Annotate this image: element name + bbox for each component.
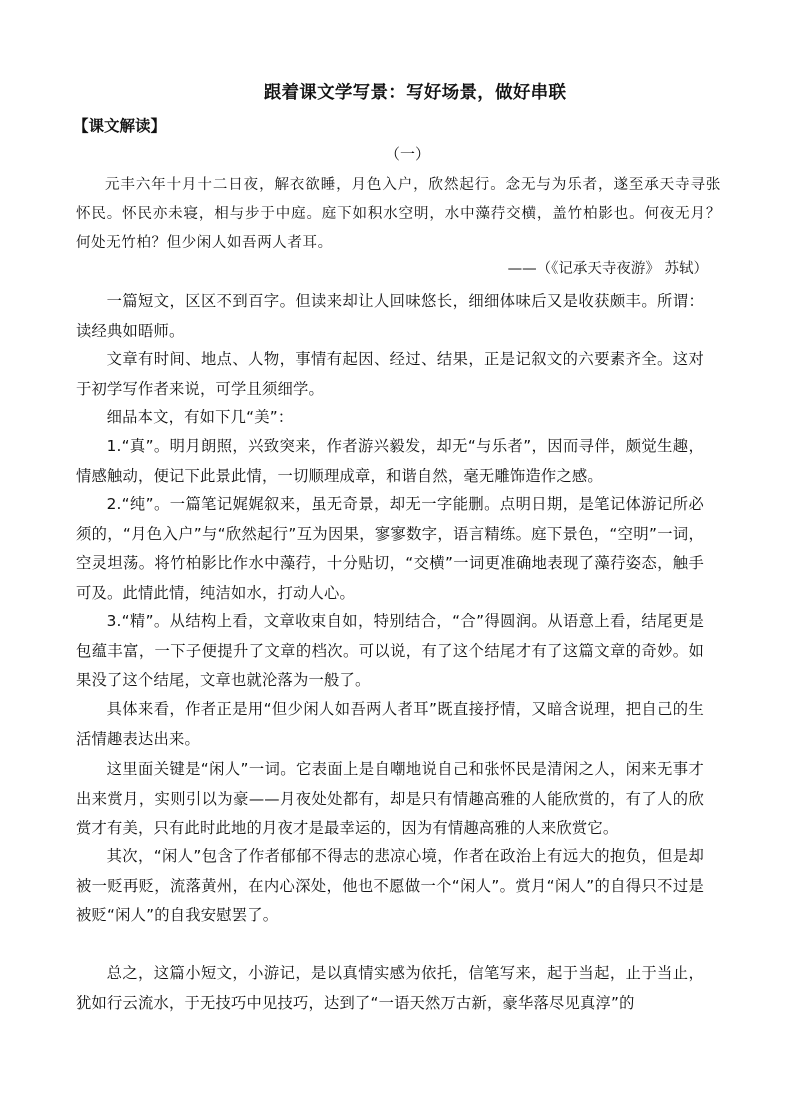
document-title: 跟着课文学写景：写好场景，做好串联 xyxy=(263,83,567,103)
paragraph: 总之，这篇小短文，小游记，是以真情实感为依托，信笔写来，起于当起，止于当止，犹如行云流水，于无技巧中见技巧，达到了“一语天然万古新，豪华落尽见真淳”的 xyxy=(76,964,704,1012)
paragraph: 3.“精”。从结构上看，文章收束自如，特别结合，“合”得圆润。从语意上看，结尾更是包蕴丰富，一下子便提升了文章的档次。可以说，有了这个结尾才有了这篇文章的奇妙。如果没了这个结尾，文章也就沦落为一般了。 xyxy=(76,612,704,689)
section-label: 【课文解读】 xyxy=(73,117,167,135)
paragraph: 其次，“闲人”包含了作者郁郁不得志的悲凉心境，作者在政治上有远大的抱负，但是却被一贬再贬，流落黄州，在内心深处，他也不愿做一个“闲人”。赏月“闲人”的自得只不过是被贬“闲人”的自我安慰罢了。 xyxy=(76,847,704,924)
source-attribution: ——（《记承天寺夜游》 苏轼） xyxy=(507,261,708,277)
paragraph: 一篇短文，区区不到百字。但读来却让人回味悠长，细细体味后又是收获颇丰。所谓：读经典如晤师。 xyxy=(76,292,704,340)
paragraph: 细品本文，有如下几“美”： xyxy=(106,408,294,426)
paragraph: 具体来看，作者正是用“但少闲人如吾两人者耳”既直接抒情，又暗含说理，把自己的生活情趣表达出来。 xyxy=(76,700,704,748)
paragraph: 1.“真”。明月朗照，兴致突来，作者游兴毅发，却无“与乐者”，因而寻伴，颇觉生趣，情感触动，便记下此景此情，一切顺理成章，和谐自然，毫无雕饰造作之感。 xyxy=(76,437,704,485)
classical-text: 元丰六年十月十二日夜，解衣欲睡，月色入户，欣然起行。念无与为乐者，遂至承天寺寻张怀民。怀民亦未寝，相与步于中庭。庭下如积水空明，水中藻荇交横，盖竹柏影也。何夜无月？何处无竹柏？但少闲人如吾两人者耳。 xyxy=(76,177,721,251)
sub-label: （一） xyxy=(384,145,430,163)
paragraph: 2.“纯”。一篇笔记娓娓叙来，虽无奇景，却无一字能删。点明日期，是笔记体游记所必须的，“月色入户”与“欣然起行”互为因果，寥寥数字，语言精练。庭下景色，“空明”一词，空灵坦荡。将竹柏影比作水中藻荇，十分贴切，“交横”一词更准确地表现了藻荇姿态，触手可及。此情此情，纯洁如水，打动人心。 xyxy=(76,495,704,602)
paragraph: 文章有时间、地点、人物，事情有起因、经过、结果，正是记叙文的六要素齐全。这对于初学写作者来说，可学且须细学。 xyxy=(76,350,704,398)
paragraph: 这里面关键是“闲人”一词。它表面上是自嘲地说自己和张怀民是清闲之人，闲来无事才出来赏月，实则引以为豪——月夜处处都有，却是只有情趣高雅的人能欣赏的，有了人的欣赏才有美，只有此时此地的月夜才是最幸运的，因为有情趣高雅的人来欣赏它。 xyxy=(76,760,704,837)
